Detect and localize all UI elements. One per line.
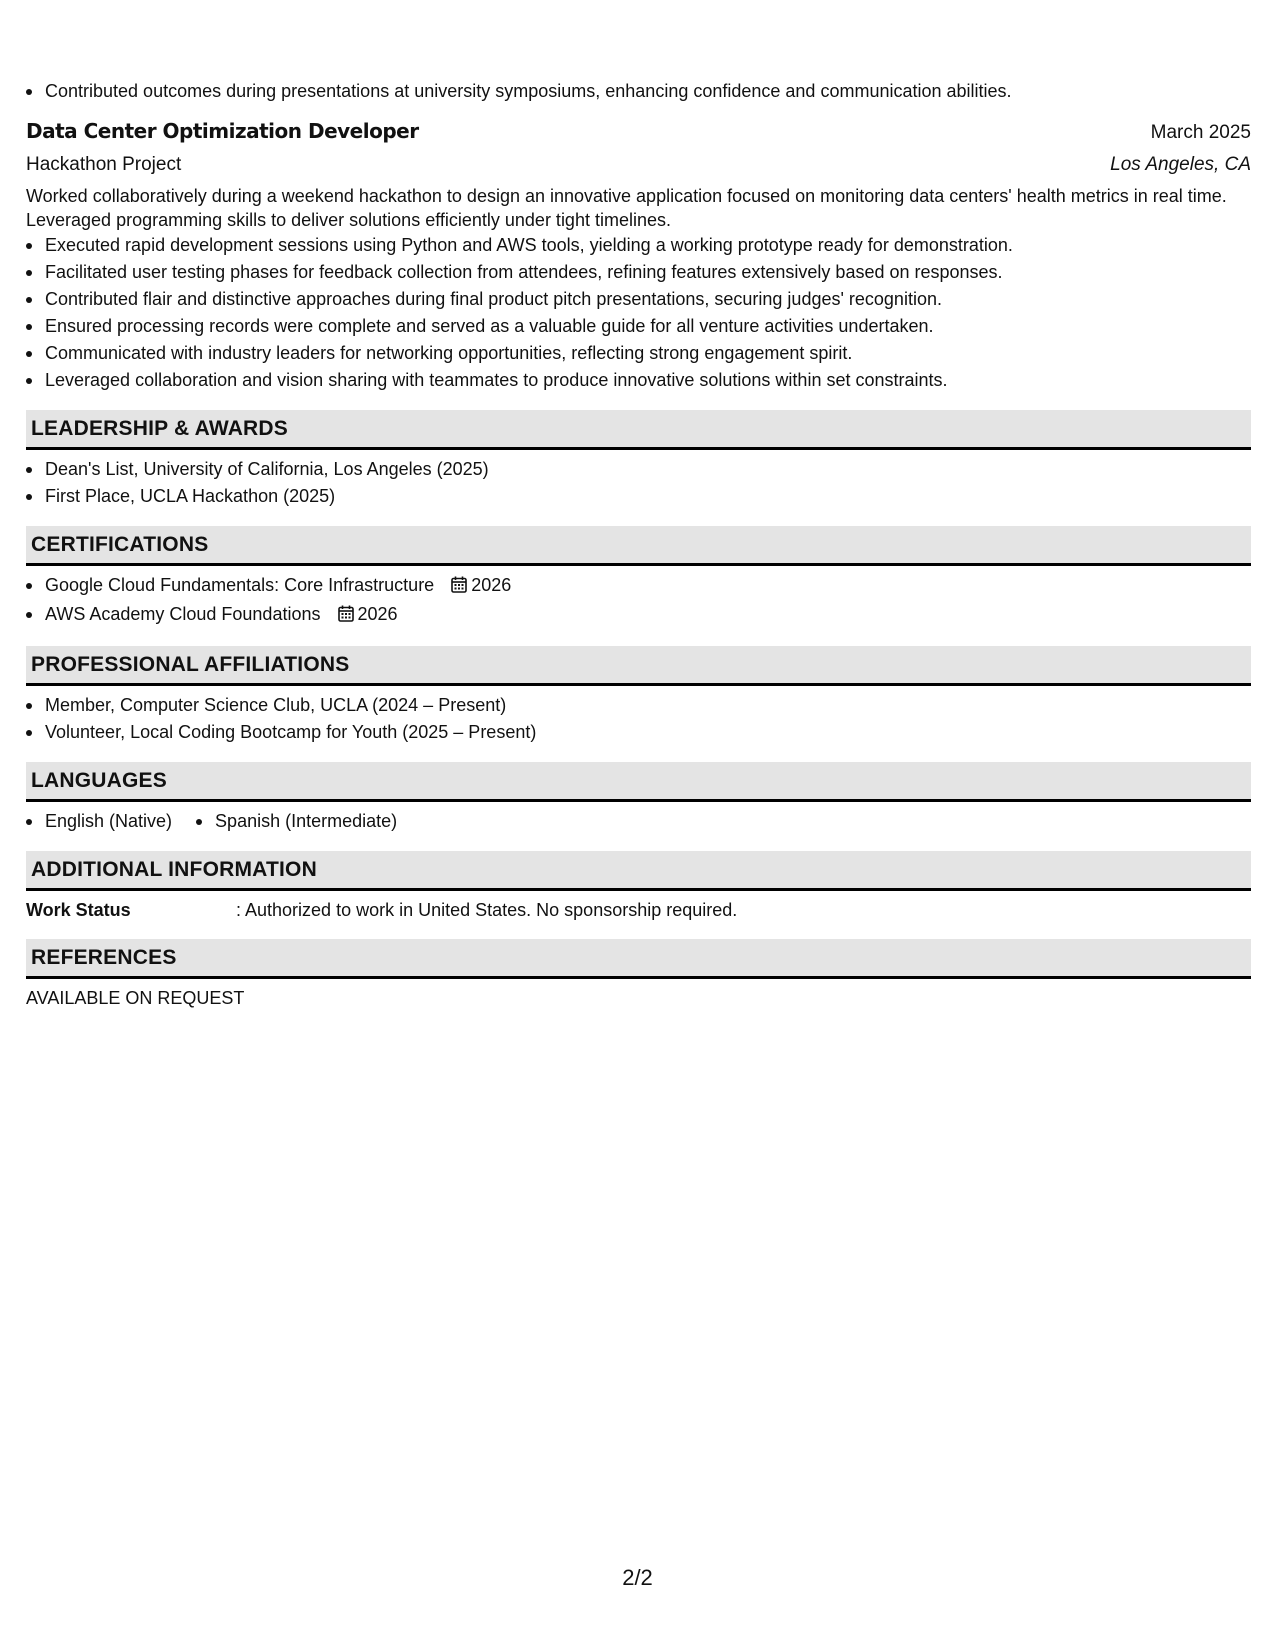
list-item	[26, 572, 1251, 601]
work-status-row	[26, 897, 1251, 923]
entry-date: March 2025	[1150, 122, 1251, 143]
certification-name: Google Cloud Fundamentals: Core Infrastructure	[45, 575, 435, 595]
entry-location: Los Angeles, CA	[1110, 154, 1251, 175]
entry-subheader	[26, 151, 1251, 179]
section-header-certifications	[26, 526, 1251, 566]
resume-page	[26, 78, 1251, 1011]
section-title: LEADERSHIP & AWARDS	[31, 416, 288, 440]
list-item: Volunteer, Local Coding Bootcamp for Youth (2025 – Present)	[26, 719, 1251, 746]
list-item: Dean's List, University of California, Los Angeles (2025)	[26, 456, 1251, 483]
certification-name: AWS Academy Cloud Foundations	[45, 604, 321, 624]
certifications-list	[26, 572, 1251, 630]
calendar-icon	[338, 603, 354, 630]
section-header-leadership	[26, 410, 1251, 450]
list-item	[26, 601, 1251, 630]
section-header-affiliations	[26, 646, 1251, 686]
section-title: REFERENCES	[31, 945, 177, 969]
entry-description: Worked collaboratively during a weekend hackathon to design an innovative application focused on monitoring data centers' health metrics in real time. Leveraged programming skills to deliver solutions efficiently under tight timelines.	[26, 186, 1227, 230]
section-title: PROFESSIONAL AFFILIATIONS	[31, 652, 350, 676]
list-item: Contributed flair and distinctive approaches during final product pitch presentations, securing judges' recognition.	[26, 286, 1251, 313]
work-status-value: : Authorized to work in United States. No sponsorship required.	[236, 900, 738, 920]
list-item: Spanish (Intermediate)	[196, 808, 397, 835]
section-header-languages	[26, 762, 1251, 802]
list-item: English (Native)	[26, 808, 172, 835]
section-title: LANGUAGES	[31, 768, 167, 792]
affiliations-list	[26, 692, 1251, 746]
work-status-label: Work Status	[26, 900, 131, 920]
project-entry	[26, 117, 1251, 394]
entry-bullets	[26, 232, 1251, 394]
section-title: ADDITIONAL INFORMATION	[31, 857, 317, 881]
list-item: Executed rapid development sessions using Python and AWS tools, yielding a working prototype ready for demonstration.	[26, 232, 1251, 259]
list-item: Leveraged collaboration and vision sharing with teammates to produce innovative solutions within set constraints.	[26, 367, 1251, 394]
list-item: Member, Computer Science Club, UCLA (2024 – Present)	[26, 692, 1251, 719]
list-item: Contributed outcomes during presentations at university symposiums, enhancing confidence and communication abilities.	[26, 78, 1251, 105]
list-item: Communicated with industry leaders for networking opportunities, reflecting strong engagement spirit.	[26, 340, 1251, 367]
section-header-additional-info	[26, 851, 1251, 891]
entry-title: Data Center Optimization Developer	[26, 119, 419, 143]
entry-organization: Hackathon Project	[26, 154, 182, 175]
certification-year: 2026	[471, 575, 512, 595]
certification-year: 2026	[357, 604, 398, 624]
leadership-list	[26, 456, 1251, 510]
references-text: AVAILABLE ON REQUEST	[26, 988, 245, 1008]
list-item: First Place, UCLA Hackathon (2025)	[26, 483, 1251, 510]
languages-list	[26, 808, 1251, 835]
section-title: CERTIFICATIONS	[31, 532, 209, 556]
entry-header	[26, 117, 1251, 147]
section-header-references	[26, 939, 1251, 979]
list-item: Ensured processing records were complete and served as a valuable guide for all venture activities undertaken.	[26, 313, 1251, 340]
calendar-icon	[451, 574, 467, 601]
previous-entry-bullets	[26, 78, 1251, 105]
page-number: 2/2	[622, 1565, 653, 1590]
list-item: Facilitated user testing phases for feedback collection from attendees, refining features extensively based on responses.	[26, 259, 1251, 286]
